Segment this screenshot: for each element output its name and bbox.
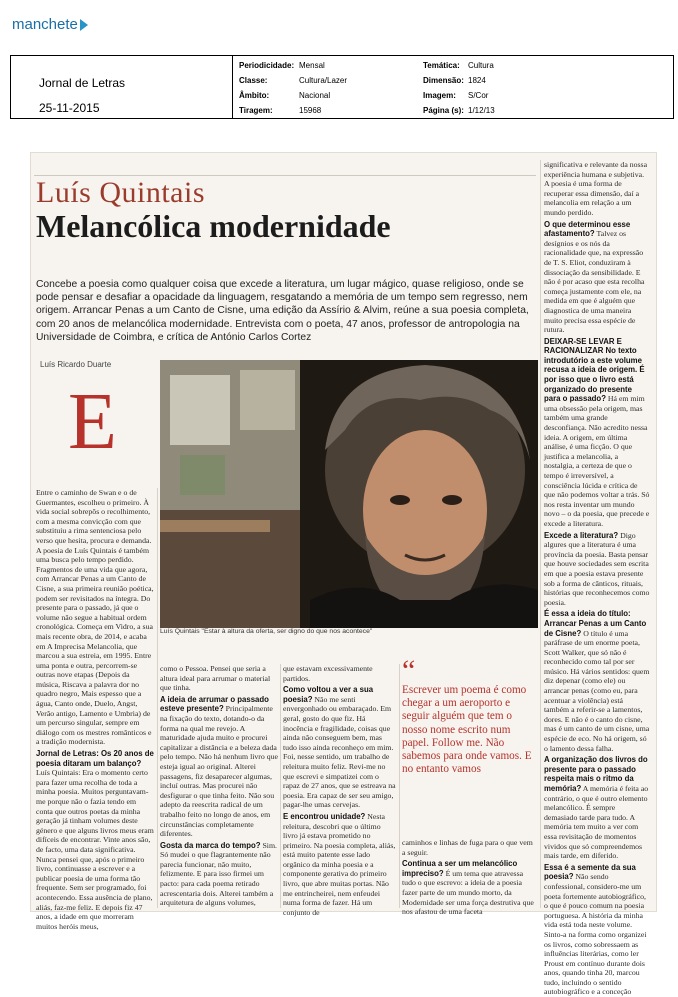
journal-name: Jornal de Letras	[39, 76, 126, 90]
metadata-left-cell	[11, 56, 233, 118]
column-divider	[399, 664, 400, 908]
logo-arrow-icon	[80, 19, 88, 31]
paragraph: A ideia de arrumar o passado esteve presente? Principalmente na fixação do texto, dotando-o da forma na qual me revejo. A maturidade ajuda muito e procurei capitalizar a distância e a beleza dada pelo tempo. Não há nenhum livro que esteja igual ao original. Alterei passagens, fiz desaparecer algumas, incluí outras. Mas procurei não desfigurar o que tinha feito. Não sou adepto da reescrita radical de um trabalho feito no longo de anos, em circunstâncias completamente diferentes.	[160, 694, 279, 839]
photo-caption: Luís Quintais "Estar à altura da oferta, ser digno do que nos acontece"	[160, 628, 373, 635]
meta-field: Periodicidade: Mensal	[239, 61, 325, 70]
paragraph: Gosta da marca do tempo? Sim. Só mudei o que flagrantemente não parecia funcionar, não muito, felizmente. E para isso firmei um pacto: para cada poema retirado acrescentaria dois. Alterei também a arquitetura de alguns volumes,	[160, 840, 277, 908]
drop-cap: E	[68, 378, 117, 466]
publication-date: 25-11-2015	[39, 101, 100, 115]
paragraph: Como voltou a ver a sua poesia? Não me senti envergonhado ou embaraçado. Em geral, gosto do que fiz. Há inocência e fragilidade, coisas que ainda não conseguem bem, mas tudo isso ainda reconheço em mim. Foi, nesse sentido, um trabalho de releitura muito feliz. Revi-me no que escrevi e simpatizei com o rapaz de 27 anos, que se estreava na poesia. Era capaz de ser seu amigo, pagar-lhe umas cervejas.	[283, 685, 396, 810]
paragraph: Excede a literatura? Digo algures que a literatura é uma província da poesia. Basta pensar que houve sociedades sem escrita em que a poesia estava presente sob a forma de cânticos, rituais, histórias que reconhecemos como poesia.	[544, 530, 650, 607]
column-divider	[540, 160, 541, 908]
article-lead: Concebe a poesia como qualquer coisa que excede a literatura, um lugar mágico, quase religioso, onde se pode pensar e desafiar a opacidade da linguagem, resgatando a memória de um tempo sem regresso, nem origem. Arrancar Penas a um Canto de Cisne, uma edição da Assírio & Alvim, reúne a sua poesia completa, com 20 anos de melancólica modernidade. Entrevista com o poeta, 47 anos, professor de antropologia na Universidade de Coimbra, e crítica de António Carlos Cortez	[36, 279, 529, 343]
column-2	[160, 664, 278, 908]
paragraph: DEIXAR-SE LEVAR E RACIONALIZAR No texto introdutório a este volume recusa a ideia de origem. É por isso que o livro está organizado do presente para o passado? Há em mim uma obsessão pela origem, mas também uma grande desconfiança. Não acredito nessa ideia. A origem, em última análise, é uma ficção. O que justifica a melancolia, a nostalgia, a certeza de que o tempo é irreversível, a consciência lúcida e crítica de que não podemos voltar a trás. Só nos resta inventar um mundo novo – o da poesia, que precede e excede a literatura.	[544, 336, 650, 528]
quote-mark-icon: “	[402, 654, 416, 687]
paragraph: que estavam excessivamente partidos.	[283, 664, 373, 683]
paragraph: caminhos e linhas de fuga para o que vem a seguir.	[402, 838, 533, 857]
paragraph: Continua a ser um melancólico impreciso? É um tema que atravessa tudo o que escrevo: a ideia de a poesia fazer parte de um mundo morto, da Modernidade ser uma força destrutiva que nos afastou de uma faceta	[402, 859, 534, 917]
article-title: Melancólica modernidade	[36, 208, 391, 244]
paragraph: Essa é a semente da sua poesia? Não sendo confessional, considero-me um poeta fortemente autobiográfico, o que é pouco comum na poesia portuguesa. A história da minha vida está toda neste volume. Sinto-a na forma como organizei os livros, como sobressaem as influências literárias, como ler Proust em contínuo durante dois anos, quando tinha 20, marcou tudo, incluindo o sentido autobiográfico e a conceção	[544, 862, 647, 997]
meta-field: Página (s): 1/12/13	[423, 106, 495, 115]
paragraph: significativa e relevante da nossa experiência humana e subjetiva. A poesia é uma forma de recuperar essa dimensão, daí a melancolia em relação a um mundo perdido.	[544, 160, 648, 217]
meta-field: Âmbito: Nacional	[239, 91, 331, 100]
article-byline: Luís Ricardo Duarte	[40, 360, 112, 369]
column-5	[544, 160, 650, 997]
portrait-illustration	[160, 360, 538, 628]
column-divider	[280, 664, 281, 908]
paragraph: Entre o caminho de Swan e o de Guermantes, escolheu o primeiro. À vida social sobrepôs o recolhimento, com a mesma convicção com que substituiu a rima sentenciosa pelo verso que hesita, procura e demanda. A poesia de Luís Quintais é também uma busca pelo tempo perdido. Fragmentos de uma vida que agora, com Arrancar Penas a um Canto de Cisne, a sua primeira reunião poética, podem ser revisitados na íntegra. Do presente para o passado, já que o volume não segue a habitual ordem cronológica. Começa em Vidro, a sua mais recente obra, de 2014, e acaba em A Imprecisa Melancolia, que marcou a sua estreia, em 1995. Entre uma ponta e outra, percorrem-se outras nove etapas (Depois da música, Riscava a palavra dor no quadro negro, Mais espesso que a água, Canto onde, Duelo, Angst, Verão antigo, Lamento e Umbria) de um percurso singular, sempre em diálogo com os mestres românticos e a tradição modernista.	[36, 488, 154, 747]
portrait-photo	[160, 360, 538, 628]
paragraph: O que determinou esse afastamento? Talvez os desígnios e os nós da racionalidade que, na expressão de T. S. Eliot, conduziram à dissociação da sensibilidade. E não é por acaso que esta recolha começa justamente com ele, na medida em que é alguém que diagnostica de uma maneira muito precisa essa espécie de rutura.	[544, 219, 645, 335]
pull-quote-text: Escrever um poema é como chegar a um aeroporto e seguir alguém que tem o nosso nome escrito num papel. Follow me. Não sabemos para onde vamos. E no entanto vamos	[402, 684, 532, 776]
meta-field: Classe: Cultura/Lazer	[239, 76, 348, 85]
column-4	[402, 838, 536, 917]
clipping-metadata	[10, 55, 674, 119]
meta-field: Dimensão: 1824	[423, 76, 486, 85]
logo-text: manchete	[12, 16, 78, 33]
column-1	[36, 488, 154, 931]
meta-field: Imagem: S/Cor	[423, 91, 489, 100]
article-author-name: Luís Quintais	[36, 176, 205, 209]
paragraph: É essa a ideia do título: Arrancar Penas a um Canto de Cisne? O título é uma paráfrase de um enorme poeta, Scott Walker, que só não é reconhecido como tal por ser músico. Há vários sentidos: quem diz depenar (como ele) ou arrancar penas (como eu, para acentuar a violência) está também a referir-se a lamentos, dores. E não é o canto do cisne, mas é um canto de um cisne, uma espécie de eco. No há origem, só o lamento dessa falha.	[544, 609, 650, 753]
meta-field: Temática: Cultura	[423, 61, 494, 70]
column-3	[283, 664, 397, 917]
pull-quote	[402, 654, 534, 833]
column-divider	[157, 488, 158, 908]
manchete-logo	[12, 16, 88, 33]
meta-field: Tiragem: 15968	[239, 106, 322, 115]
paragraph: como o Pessoa. Pensei que seria a altura ideal para arrumar o material que tinha.	[160, 664, 271, 693]
paragraph: Jornal de Letras: Os 20 anos de poesia ditaram um balanço? Luís Quintais: Era o momento certo para fazer uma recolha de toda a minha poesia. Muitos perguntavam-me porque não o fazia tendo em conta que outros poetas da minha geração já tinham volumes deste género e que alguns livros meus eram difíceis de encontrar. Vinte anos são, de facto, uma data significativa. Nunca pensei que, após o primeiro livro, continuasse a escrever e a publicar poesia de uma forma tão frequente. Sem ser programado, foi acontecendo. Essa ausência de plano, aliás, faz-me feliz. E depois fiz 47 anos, a idade em que morreram muitos heróis meus,	[36, 749, 154, 931]
paragraph: E encontrou unidade? Nesta releitura, descobri que o último livro já estava prometido no primeiro. Na poesia completa, aliás, está muito patente esse lado orgânico da minha poesia e a componente gerativa do primeiro livro, que abre muitas portas. Não me entrincheirei, nem enfeudei numa forma de fazer. Há um conjunto de	[283, 811, 396, 917]
paragraph: A organização dos livros do presente para o passado respeita mais o ritmo da memória? A memória é feita ao contrário, o que é outro elemento melancólico. É sempre demasiado tarde para tudo. A memória tem muito a ver com essa revisitação de momentos vividos que só compreendemos mais tarde, em diferido.	[544, 755, 649, 861]
